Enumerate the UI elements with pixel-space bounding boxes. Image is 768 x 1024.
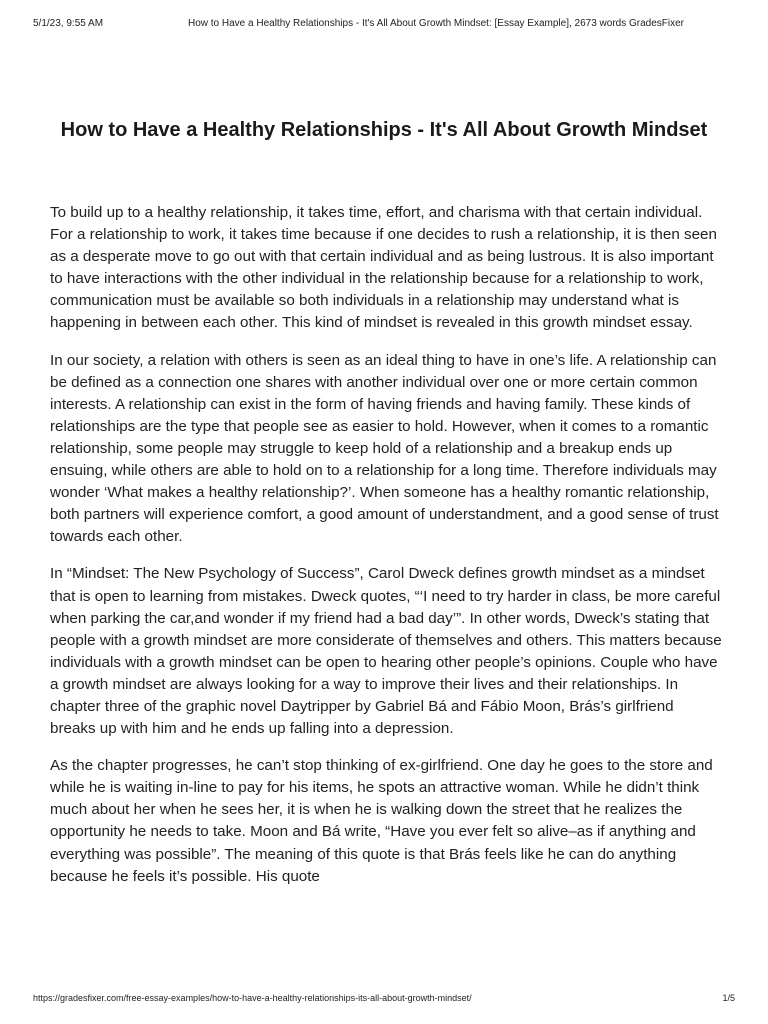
print-doc-title: How to Have a Healthy Relationships - It's All About Growth Mindset: [Essay Example], 2673 words GradesFixer [188,18,685,29]
article-body [50,202,722,903]
print-header [33,17,735,31]
paragraph-2: In our society, a relation with others is seen as an ideal thing to have in one’s life. A relationship can be defined as a connection one shares with another individual over one or more certain common interests. A relationship can exist in the form of having friends and having family. These kinds of relationships are the type that people see as easier to hold. However, when it comes to a romantic relationship, some people may struggle to keep hold of a relationship and a breakup ends up ensuing, while others are able to hold on to a relationship for a long time. Therefore individuals may wonder ‘What makes a healthy relationship?’. When someone has a healthy romantic relationship, both partners will experience comfort, a good amount of understandment, and a good sense of trust towards each other. [50,351,719,546]
paragraph-3: In “Mindset: The New Psychology of Success”, Carol Dweck defines growth mindset as a mindset that is open to learning from mistakes. Dweck quotes, “‘I need to try harder in class, be more careful when parking the car,and wonder if my friend had a bad day’”. In other words, Dweck’s stating that people with a growth mindset are more considerate of themselves and others. This matters because individuals with a growth mindset can be open to hearing other people’s opinions. Couple who have a growth mindset are always looking for a way to improve their lives and their relationships. In chapter three of the graphic novel Daytripper by Gabriel Bá and Fábio Moon, Brás’s girlfriend breaks up with him and he ends up falling into a depression. [50,565,722,738]
paragraph-1: To build up to a healthy relationship, it takes time, effort, and charisma with that certain individual. For a relationship to work, it takes time because if one decides to rush a relationship, it is then seen as a desperate move to go out with that certain individual and as being lustrous. It is also important to have interactions with the other individual in the relationship because for a relationship to work, communication must be available so both individuals in a relationship may understand what is happening in between each other. This kind of mindset is revealed in this growth mindset essay. [50,204,717,332]
paragraph-4: As the chapter progresses, he can’t stop thinking of ex-girlfriend. One day he goes to the store and while he is waiting in-line to pay for his items, he spots an attractive woman. While he didn’t think much about her when he sees her, it is when he is walking down the street that he realizes the opportunity he needs to take. Moon and Bá write, “Have you ever felt so alive–as if anything and everything was possible”. The meaning of this quote is that Brás feels like he can do anything because he feels it’s possible. His quote [50,757,713,885]
page-number: 1/5 [722,993,735,1003]
print-footer [33,991,735,1005]
article-title: How to Have a Healthy Relationships - It's All About Growth Mindset [60,119,708,141]
source-url: https://gradesfixer.com/free-essay-examples/how-to-have-a-healthy-relationships-its-all-about-growth-mindset/ [33,993,472,1003]
print-datetime: 5/1/23, 9:55 AM [33,18,104,29]
